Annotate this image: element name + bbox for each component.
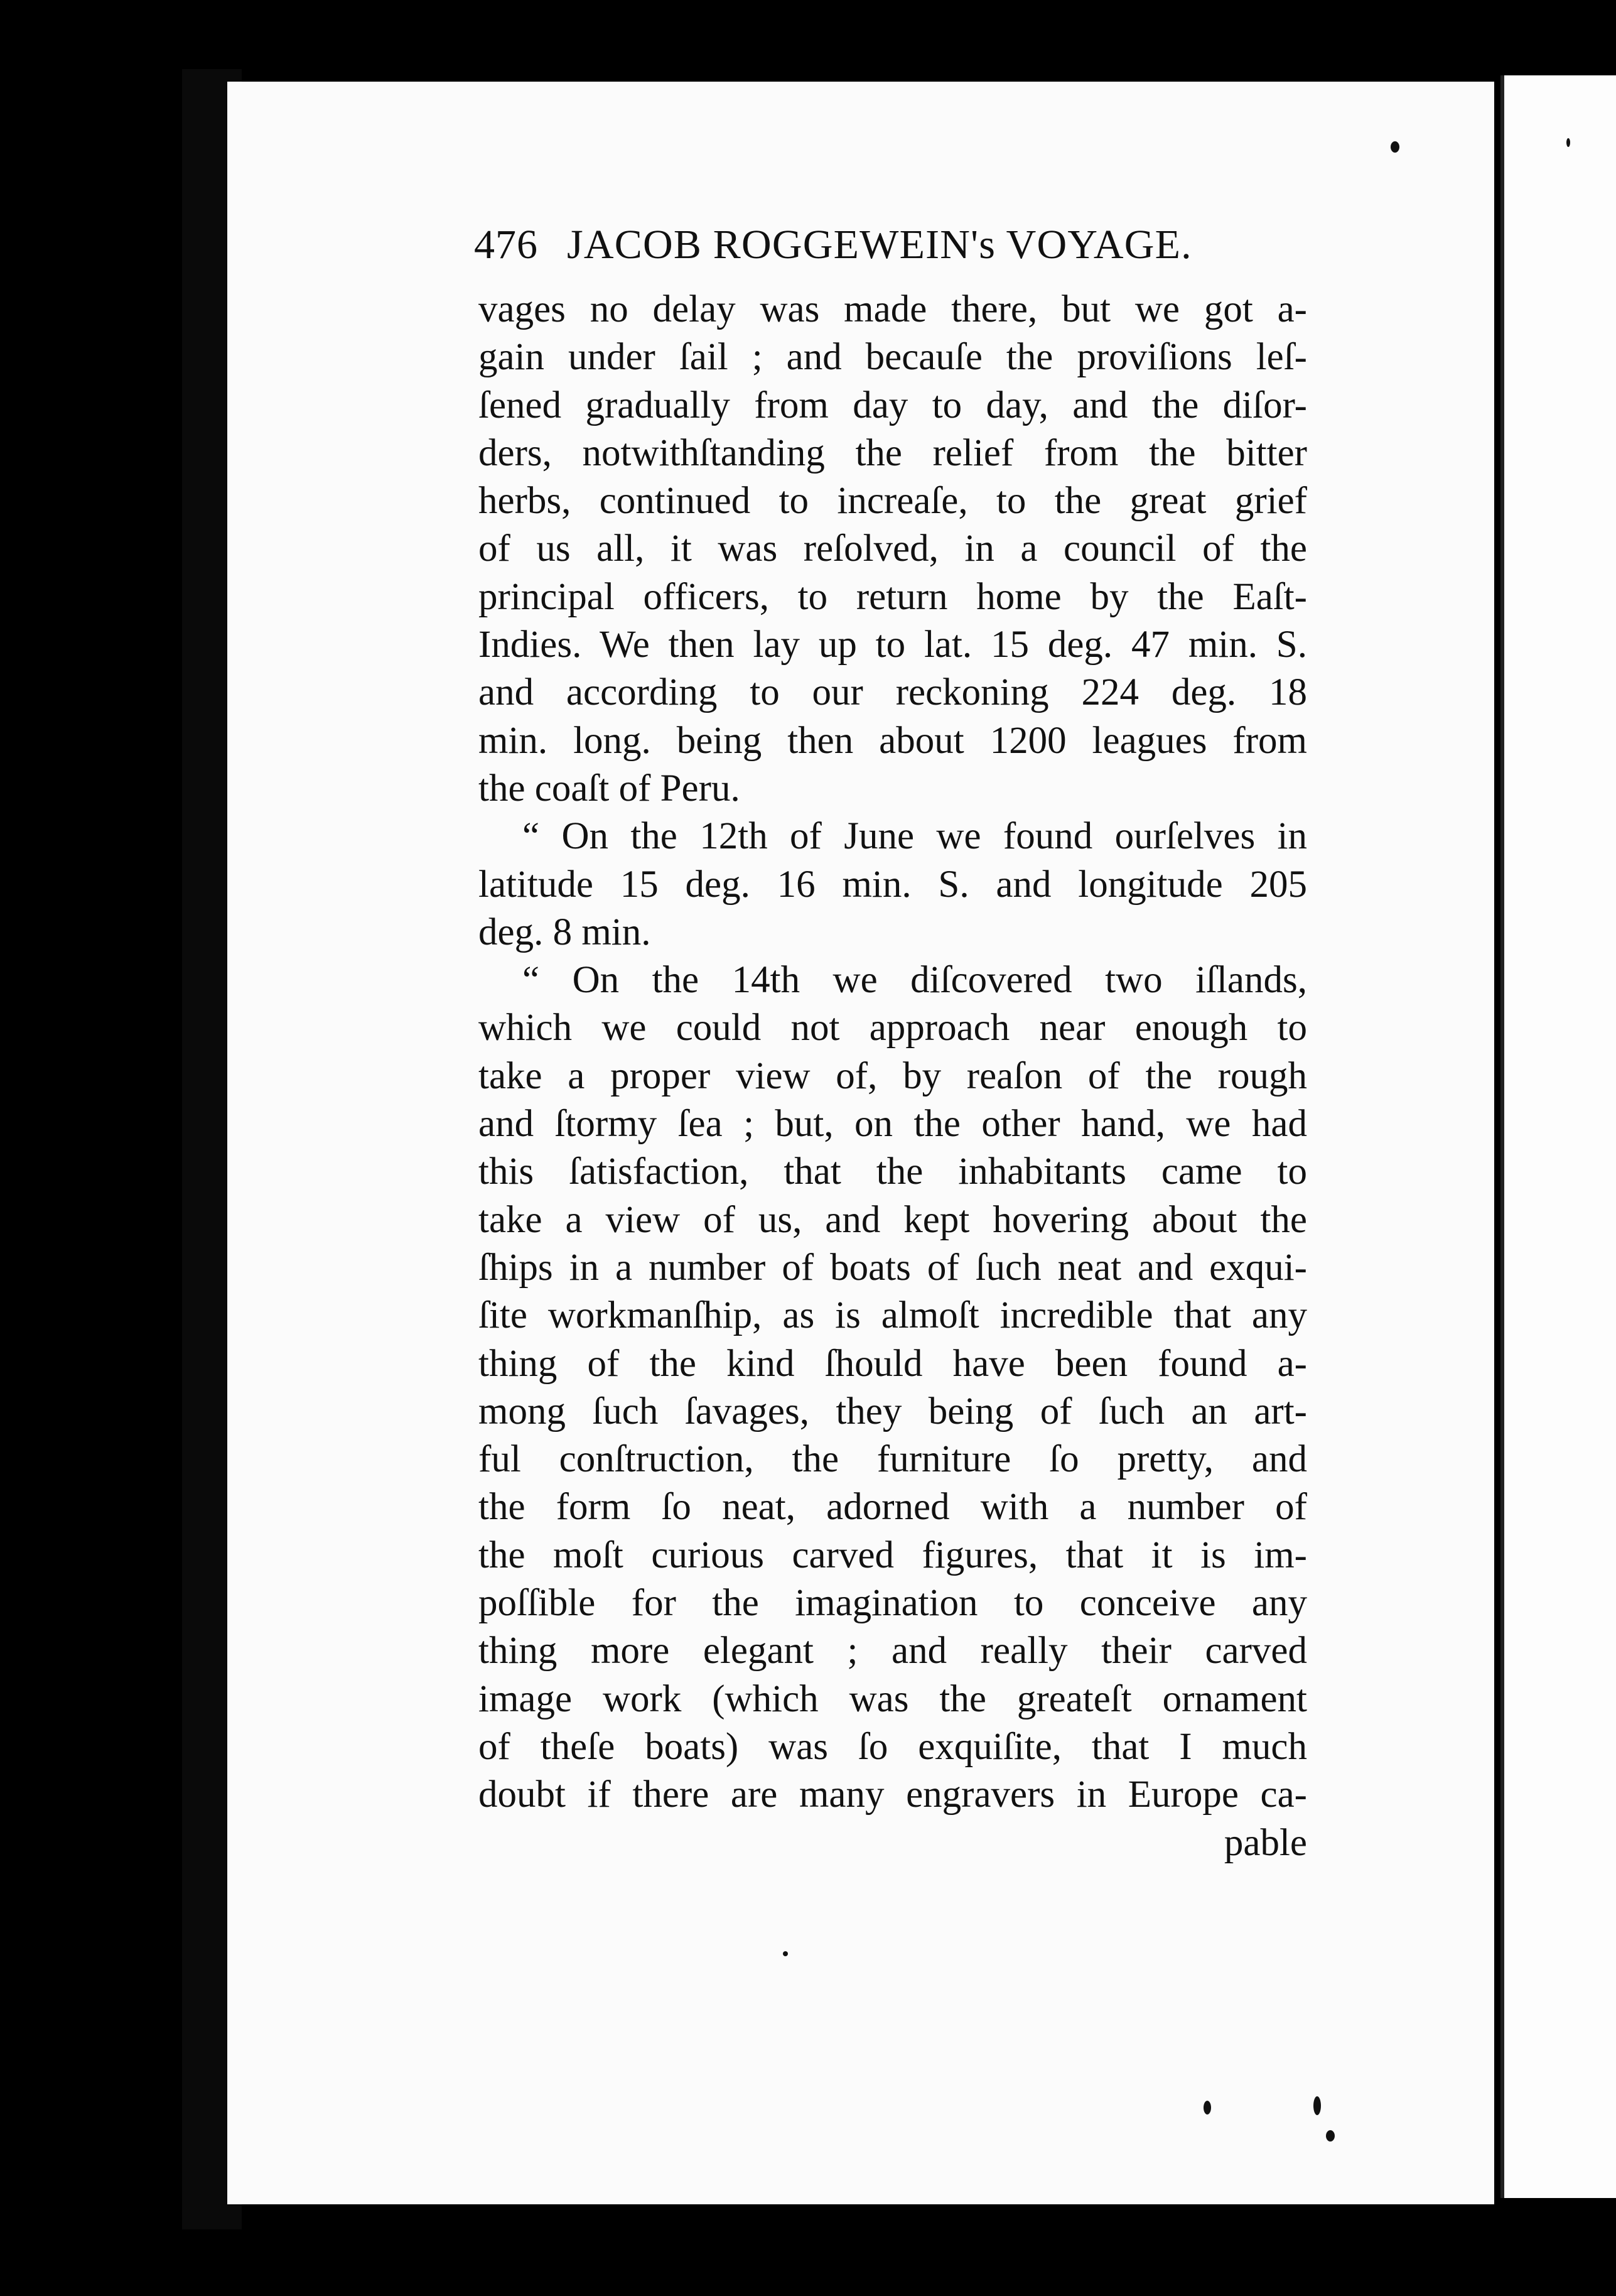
text-line: which we could not approach near enough to [478, 1007, 1307, 1049]
text-line: ful conſtruction, the furniture ſo pretty, and [478, 1438, 1307, 1481]
catchword: pable [1224, 1821, 1307, 1864]
text-line: ſhips in a number of boats of ſuch neat and exqui- [478, 1246, 1307, 1289]
text-line: of theſe boats) was ſo exquiſite, that I much [478, 1725, 1307, 1768]
text-line: gain under ſail ; and becauſe the proviſions leſ- [478, 336, 1307, 379]
text-line: deg. 8 min. [478, 911, 651, 953]
text-line: this ſatisfaction, that the inhabitants came to [478, 1151, 1307, 1193]
ink-speck [1391, 141, 1399, 153]
text-line: ſite workmanſhip, as is almoſt incredible that any [478, 1294, 1307, 1337]
text-line: the moſt curious carved figures, that it is im- [478, 1534, 1307, 1576]
text-line: Indies. We then lay up to lat. 15 deg. 47 min. S. [478, 624, 1307, 666]
text-line: of us all, it was reſolved, in a council of the [478, 528, 1307, 570]
ink-speck [783, 1951, 788, 1956]
body-text [478, 286, 1307, 1867]
text-line: min. long. being then about 1200 leagues from [478, 719, 1307, 762]
page-header [474, 221, 1265, 278]
text-line: take a view of us, and kept hovering about the [478, 1198, 1307, 1241]
text-line: principal officers, to return home by the Eaſt- [478, 575, 1307, 618]
text-line: the coaſt of Peru. [478, 767, 740, 810]
text-line: herbs, continued to increaſe, to the great grief [478, 480, 1307, 523]
text-line: and according to our reckoning 224 deg. 18 [478, 671, 1307, 714]
facing-page [1500, 75, 1616, 2198]
text-line: mong ſuch ſavages, they being of ſuch an art- [478, 1390, 1307, 1432]
text-line: the form ſo neat, adorned with a number of [478, 1486, 1307, 1529]
text-line: latitude 15 deg. 16 min. S. and longitude 205 [478, 863, 1307, 906]
text-line: image work (which was the greateſt ornament [478, 1677, 1307, 1720]
text-line: ſened gradually from day to day, and the diſor- [478, 384, 1307, 426]
page-number: 476 [474, 222, 538, 268]
text-line: thing more elegant ; and really their carved [478, 1630, 1307, 1672]
ink-speck [1326, 2130, 1335, 2142]
text-line: thing of the kind ſhould have been found a- [478, 1342, 1307, 1385]
text-line: “ On the 12th of June we found ourſelves in [522, 815, 1307, 858]
text-line: doubt if there are many engravers in Europe ca- [478, 1773, 1307, 1816]
text-line: take a proper view of, by reaſon of the rough [478, 1054, 1307, 1097]
text-line: vages no delay was made there, but we got a- [478, 288, 1307, 330]
text-line: poſſible for the imagination to conceive any [478, 1582, 1307, 1625]
text-line: “ On the 14th we diſcovered two iſlands, [522, 959, 1307, 1002]
ink-speck [1204, 2101, 1211, 2115]
ink-speck [1313, 2096, 1321, 2115]
running-title: JACOB ROGGEWEIN's VOYAGE. [567, 222, 1192, 268]
ink-speck [1566, 138, 1570, 147]
text-line: and ſtormy ſea ; but, on the other hand, we had [478, 1103, 1307, 1145]
text-line: ders, notwithſtanding the relief from the bitter [478, 431, 1307, 474]
